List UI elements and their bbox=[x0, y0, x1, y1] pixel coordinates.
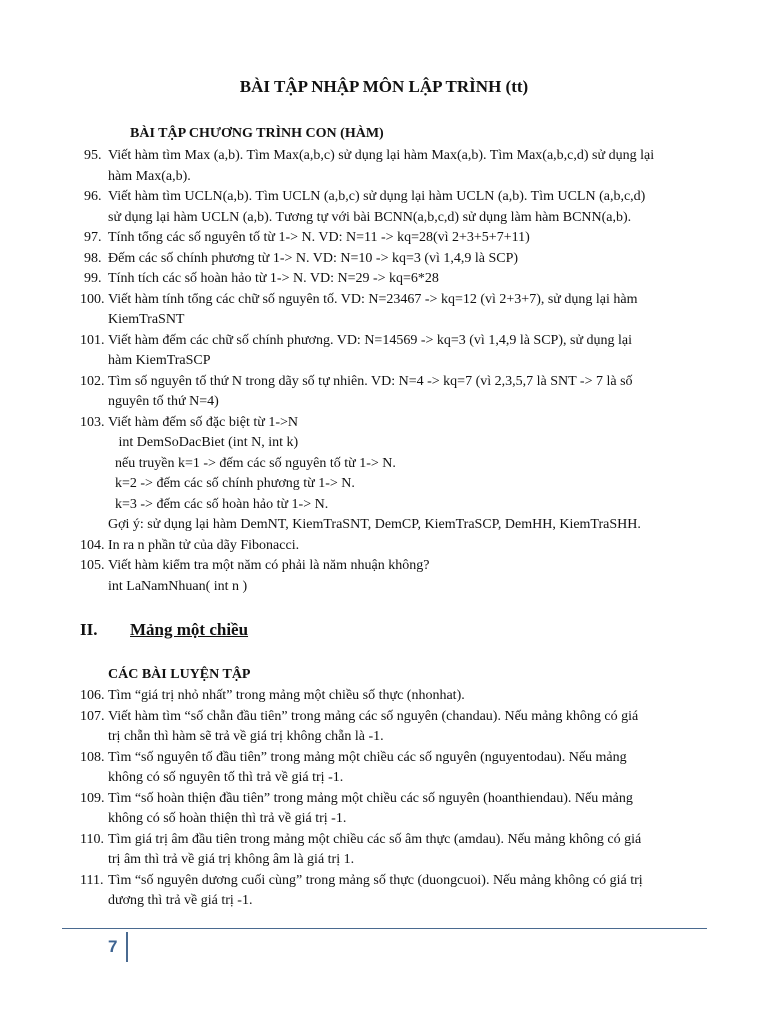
exercise-text-line: Tìm “số hoàn thiện đầu tiên” trong mảng một chiều các số nguyên (hoanthiendau). Nếu mảng bbox=[108, 790, 633, 806]
exercise-text-line: Gợi ý: sử dụng lại hàm DemNT, KiemTraSNT, DemCP, KiemTraSCP, DemHH, KiemTraSHH. bbox=[108, 517, 641, 532]
exercise-item bbox=[80, 187, 705, 228]
exercise-item bbox=[80, 269, 705, 290]
exercise-number: 106. bbox=[80, 688, 105, 703]
exercise-text-line: Tìm giá trị âm đầu tiên trong mảng một chiều các số âm thực (amdau). Nếu mảng không có giá bbox=[108, 831, 642, 847]
exercise-text-line: Viết hàm tìm UCLN(a,b). Tìm UCLN (a,b,c) sử dụng lại hàm UCLN (a,b). Tìm UCLN (a,b,c,d) bbox=[108, 189, 646, 204]
exercise-text-line: không có số nguyên tố thì trả về giá trị -1. bbox=[108, 770, 344, 785]
exercise-text-line: Viết hàm đếm các chữ số chính phương. VD: N=14569 -> kq=3 (vì 1,4,9 là SCP), sử dụng lại bbox=[108, 332, 633, 348]
exercise-number: 97. bbox=[84, 230, 102, 245]
exercise-text-line: Tìm số nguyên tố thứ N trong dãy số tự nhiên. VD: N=4 -> kq=7 (vì 2,3,5,7 là SNT -> 7 là số bbox=[108, 373, 633, 389]
exercise-item bbox=[80, 372, 705, 413]
exercise-text-line: nguyên tố thứ N=4) bbox=[108, 394, 219, 409]
exercise-text-line: sử dụng lại hàm UCLN (a,b). Tương tự với bài BCNN(a,b,c,d) sử dụng làm hàm BCNN(a,b). bbox=[108, 209, 632, 225]
footer-divider bbox=[126, 932, 128, 962]
exercise-number: 111. bbox=[80, 872, 104, 888]
page-title: BÀI TẬP NHẬP MÔN LẬP TRÌNH (tt) bbox=[239, 77, 529, 96]
exercise-text-line: hàm Max(a,b). bbox=[108, 168, 191, 184]
exercise-text-line: Viết hàm kiểm tra một năm có phải là năm nhuận không? bbox=[108, 558, 430, 573]
exercise-text-line: Viết hàm tìm “số chẵn đầu tiên” trong mảng các số nguyên (chandau). Nếu mảng không có giá bbox=[108, 708, 639, 724]
exercise-text-line: Tìm “giá trị nhỏ nhất” trong mảng một chiều số thực (nhonhat). bbox=[108, 688, 465, 703]
exercise-text-line: nếu truyền k=1 -> đếm các số nguyên tố từ 1-> N. bbox=[108, 455, 396, 471]
exercise-number: 98. bbox=[84, 250, 102, 266]
exercise-text-line: Tính tích các số hoàn hảo từ 1-> N. VD: N=29 -> kq=6*28 bbox=[108, 271, 439, 286]
exercise-number: 110. bbox=[80, 831, 104, 847]
exercise-text-line: không có số hoàn thiện thì trả về giá trị -1. bbox=[108, 811, 347, 826]
exercise-number: 99. bbox=[84, 271, 102, 286]
exercise-text-line: k=3 -> đếm các số hoàn hảo từ 1-> N. bbox=[108, 496, 329, 512]
exercise-number: 109. bbox=[80, 790, 105, 806]
exercise-list-arrays bbox=[80, 686, 705, 912]
exercise-number: 100. bbox=[80, 291, 105, 307]
exercise-text-line: trị chẵn thì hàm sẽ trả về giá trị không chẵn là -1. bbox=[108, 729, 384, 744]
exercise-text-line: Tính tổng các số nguyên tố từ 1-> N. VD: N=11 -> kq=28(vì 2+3+5+7+11) bbox=[108, 230, 530, 245]
exercise-text-line: trị âm thì trả về giá trị không âm là giá trị 1. bbox=[108, 852, 355, 867]
exercise-item bbox=[80, 249, 705, 270]
exercise-item bbox=[80, 331, 705, 372]
exercise-text-line: Đếm các số chính phương từ 1-> N. VD: N=10 -> kq=3 (vì 1,4,9 là SCP) bbox=[108, 250, 519, 266]
exercise-text-line: Viết hàm đếm số đặc biệt từ 1->N bbox=[108, 414, 298, 430]
section-title: Mảng một chiều bbox=[130, 620, 249, 639]
exercise-number: 101. bbox=[80, 332, 105, 348]
exercise-item bbox=[80, 748, 705, 789]
exercise-item bbox=[80, 536, 705, 557]
exercise-number: 96. bbox=[84, 189, 102, 204]
exercise-text-line: Viết hàm tìm Max (a,b). Tìm Max(a,b,c) sử dụng lại hàm Max(a,b). Tìm Max(a,b,c,d) sử dụng lại bbox=[108, 148, 655, 163]
exercise-number: 108. bbox=[80, 749, 105, 765]
subheading-functions: BÀI TẬP CHƯƠNG TRÌNH CON (HÀM) bbox=[130, 126, 384, 141]
section-number: II. bbox=[80, 620, 98, 639]
exercise-text-line: int LaNamNhuan( int n ) bbox=[108, 578, 248, 594]
exercise-item bbox=[80, 871, 705, 912]
exercise-text-line: Tìm “số nguyên dương cuối cùng” trong mảng số thực (duongcuoi). Nếu mảng không có giá trị bbox=[108, 872, 643, 888]
exercise-number: 104. bbox=[80, 537, 105, 553]
exercise-text-line: dương thì trả về giá trị -1. bbox=[108, 893, 253, 908]
exercise-item bbox=[80, 686, 705, 707]
exercise-number: 105. bbox=[80, 558, 105, 573]
exercise-text-line: k=2 -> đếm các số chính phương từ 1-> N. bbox=[108, 476, 355, 491]
exercise-item bbox=[80, 290, 705, 331]
exercise-item bbox=[80, 830, 705, 871]
exercise-text-line: Tìm “số nguyên tố đầu tiên” trong mảng một chiều các số nguyên (nguyentodau). Nếu mảng bbox=[108, 749, 627, 765]
exercise-list-functions bbox=[80, 146, 705, 597]
exercise-item bbox=[80, 789, 705, 830]
exercise-text-line: int DemSoDacBiet (int N, int k) bbox=[108, 435, 299, 450]
subheading-practice: CÁC BÀI LUYỆN TẬP bbox=[108, 667, 251, 682]
exercise-item bbox=[80, 228, 705, 249]
exercise-number: 102. bbox=[80, 373, 105, 389]
exercise-item bbox=[80, 556, 705, 597]
exercise-item bbox=[80, 146, 705, 187]
exercise-number: 107. bbox=[80, 708, 105, 724]
exercise-text-line: Viết hàm tính tổng các chữ số nguyên tố. VD: N=23467 -> kq=12 (vì 2+3+7), sử dụng lại hàm bbox=[108, 291, 638, 307]
exercise-text-line: hàm KiemTraSCP bbox=[108, 353, 211, 368]
page-number: 7 bbox=[108, 937, 118, 956]
footer-rule bbox=[62, 928, 707, 929]
exercise-text-line: KiemTraSNT bbox=[108, 312, 185, 327]
exercise-item bbox=[80, 413, 705, 536]
exercise-number: 95. bbox=[84, 148, 102, 163]
exercise-text-line: In ra n phần tử của dãy Fibonacci. bbox=[108, 537, 300, 553]
exercise-item bbox=[80, 707, 705, 748]
exercise-number: 103. bbox=[80, 414, 105, 430]
